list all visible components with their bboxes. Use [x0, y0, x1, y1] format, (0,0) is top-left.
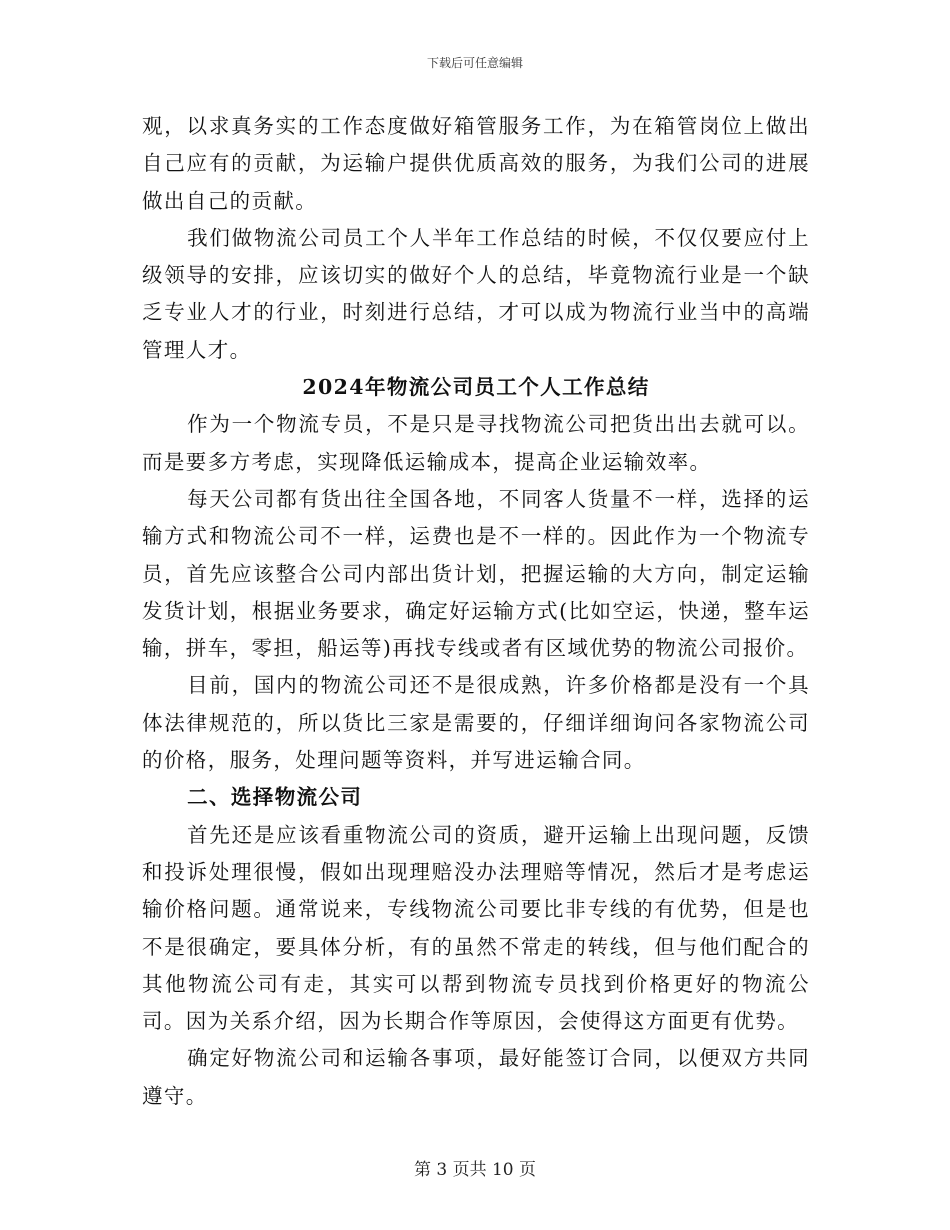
- section-heading-choose-logistics: 二、选择物流公司: [187, 785, 363, 810]
- page-header: 下载后可任意编辑: [426, 56, 523, 70]
- paragraph-5: 确定好物流公司和运输各事项，最好能签订合同，以便双方共同遵守。: [142, 1046, 810, 1108]
- paragraph-2: 每天公司都有货出往全国各地，不同客人货量不一样，选择的运输方式和物流公司不一样，运费也是不一样的。因此作为一个物流专员，首先应该整合公司内部出货计划，把握运输的大方向，制定运输发货计划，根据业务要求，确定好运输方式(比如空运，快递，整车运输，拼车，零担，船运等)再找专线或者有区域优势的物流公司报价。: [142, 486, 810, 661]
- paragraph-4: 首先还是应该看重物流公司的资质，避开运输上出现问题，反馈和投诉处理很慢，假如出现理赔没办法理赔等情况，然后才是考虑运输价格问题。通常说来，专线物流公司要比非专线的有优势，但是也不是很确定，要具体分析，有的虽然不常走的转线，但与他们配合的其他物流公司有走，其实可以帮到物流专员找到价格更好的物流公司。因为关系介绍，因为长期合作等原因，会使得这方面更有优势。: [142, 822, 810, 1034]
- paragraph-continuation: 观，以求真务实的工作态度做好箱管服务工作，为在箱管岗位上做出自己应有的贡献，为运输户提供优质高效的服务，为我们公司的进展做出自己的贡献。: [142, 114, 810, 213]
- document-body: [142, 108, 810, 1115]
- document-title: 2024年物流公司员工个人工作总结: [302, 375, 650, 400]
- paragraph-summary: 我们做物流公司员工个人半年工作总结的时候，不仅仅要应付上级领导的安排，应该切实的做好个人的总结，毕竟物流行业是一个缺乏专业人才的行业，时刻进行总结，才可以成为物流行业当中的高端管理人才。: [142, 225, 810, 362]
- paragraph-1: 作为一个物流专员，不是只是寻找物流公司把货出出去就可以。而是要多方考虑，实现降低运输成本，提高企业运输效率。: [142, 412, 810, 474]
- page-number: 第 3 页共 10 页: [413, 1160, 537, 1180]
- paragraph-3: 目前，国内的物流公司还不是很成熟，许多价格都是没有一个具体法律规范的，所以货比三家是需要的，仔细详细询问各家物流公司的价格，服务，处理问题等资料，并写进运输合同。: [142, 673, 810, 773]
